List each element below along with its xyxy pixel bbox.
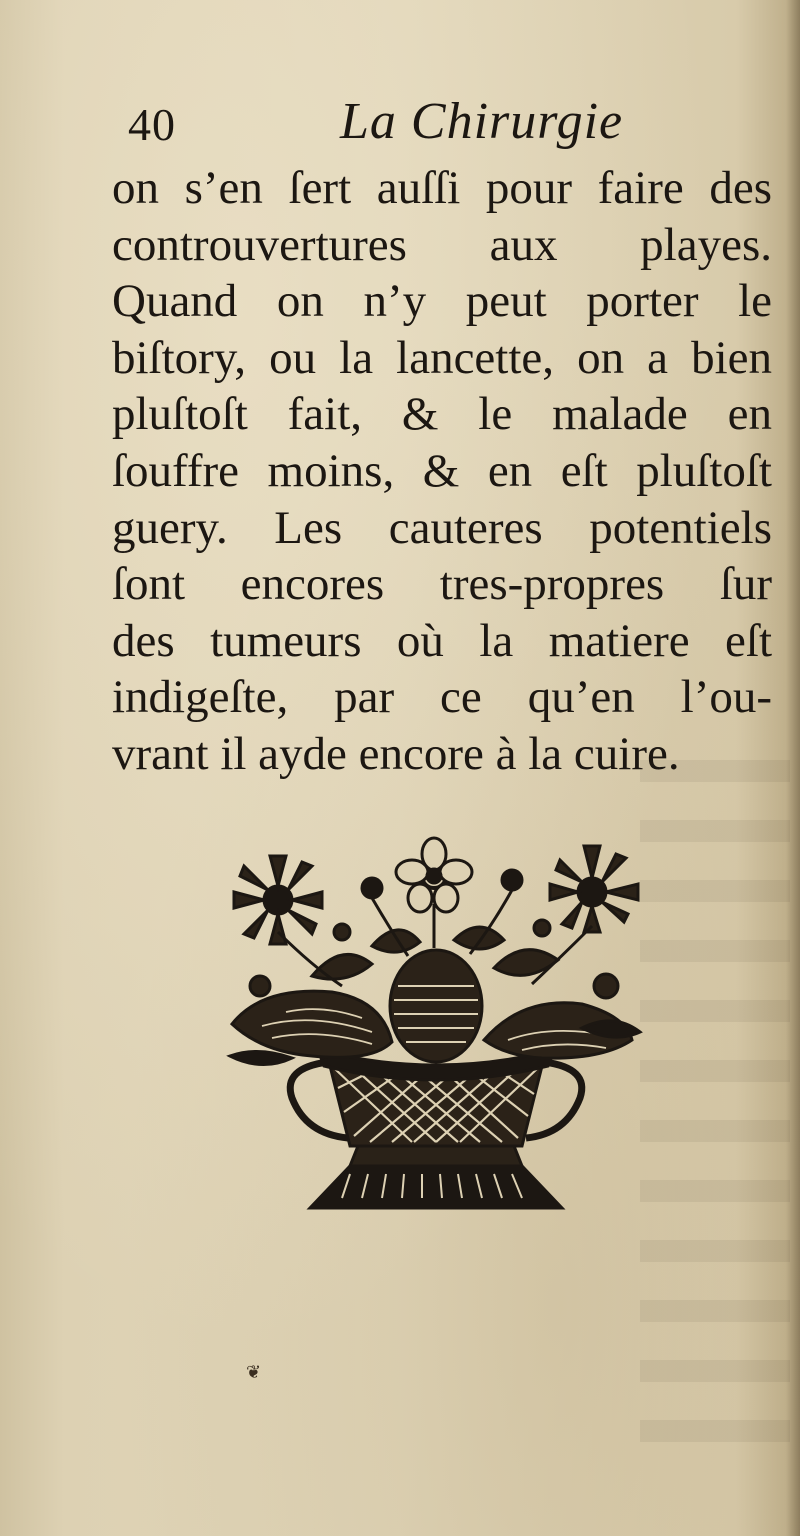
text-line: indigeſte, par ce qu’en l’ou- (112, 671, 772, 724)
flower-basket-woodcut-icon (222, 836, 650, 1222)
text-line: ſouffre moins, & en eſt pluſtoſt (112, 444, 772, 497)
text-line-last: vrant il ayde encore à la cuire. (112, 727, 680, 780)
text-line: Quand on n’y peut porter le (112, 275, 772, 328)
running-title: La Chirurgie (340, 93, 624, 150)
text-line: guery. Les cauteres potentiels (112, 501, 772, 554)
text-line: on s’en ſert auſſi pour faire des (112, 162, 772, 214)
ink-speck: ❦ (246, 1362, 262, 1382)
text-line: controuvertures aux playes. (112, 218, 772, 271)
text-line: des tumeurs où la matiere eſt (112, 614, 772, 667)
page-number: 40 (128, 99, 176, 150)
text-line: ſont encores tres-propres ſur (112, 558, 772, 611)
text-line: biſtory, ou la lancette, on a bien (112, 331, 772, 384)
running-head (128, 92, 688, 156)
text-line: pluſtoſt fait, & le malade en (112, 388, 772, 441)
body-text (112, 160, 772, 783)
show-through-ink (640, 760, 790, 1480)
